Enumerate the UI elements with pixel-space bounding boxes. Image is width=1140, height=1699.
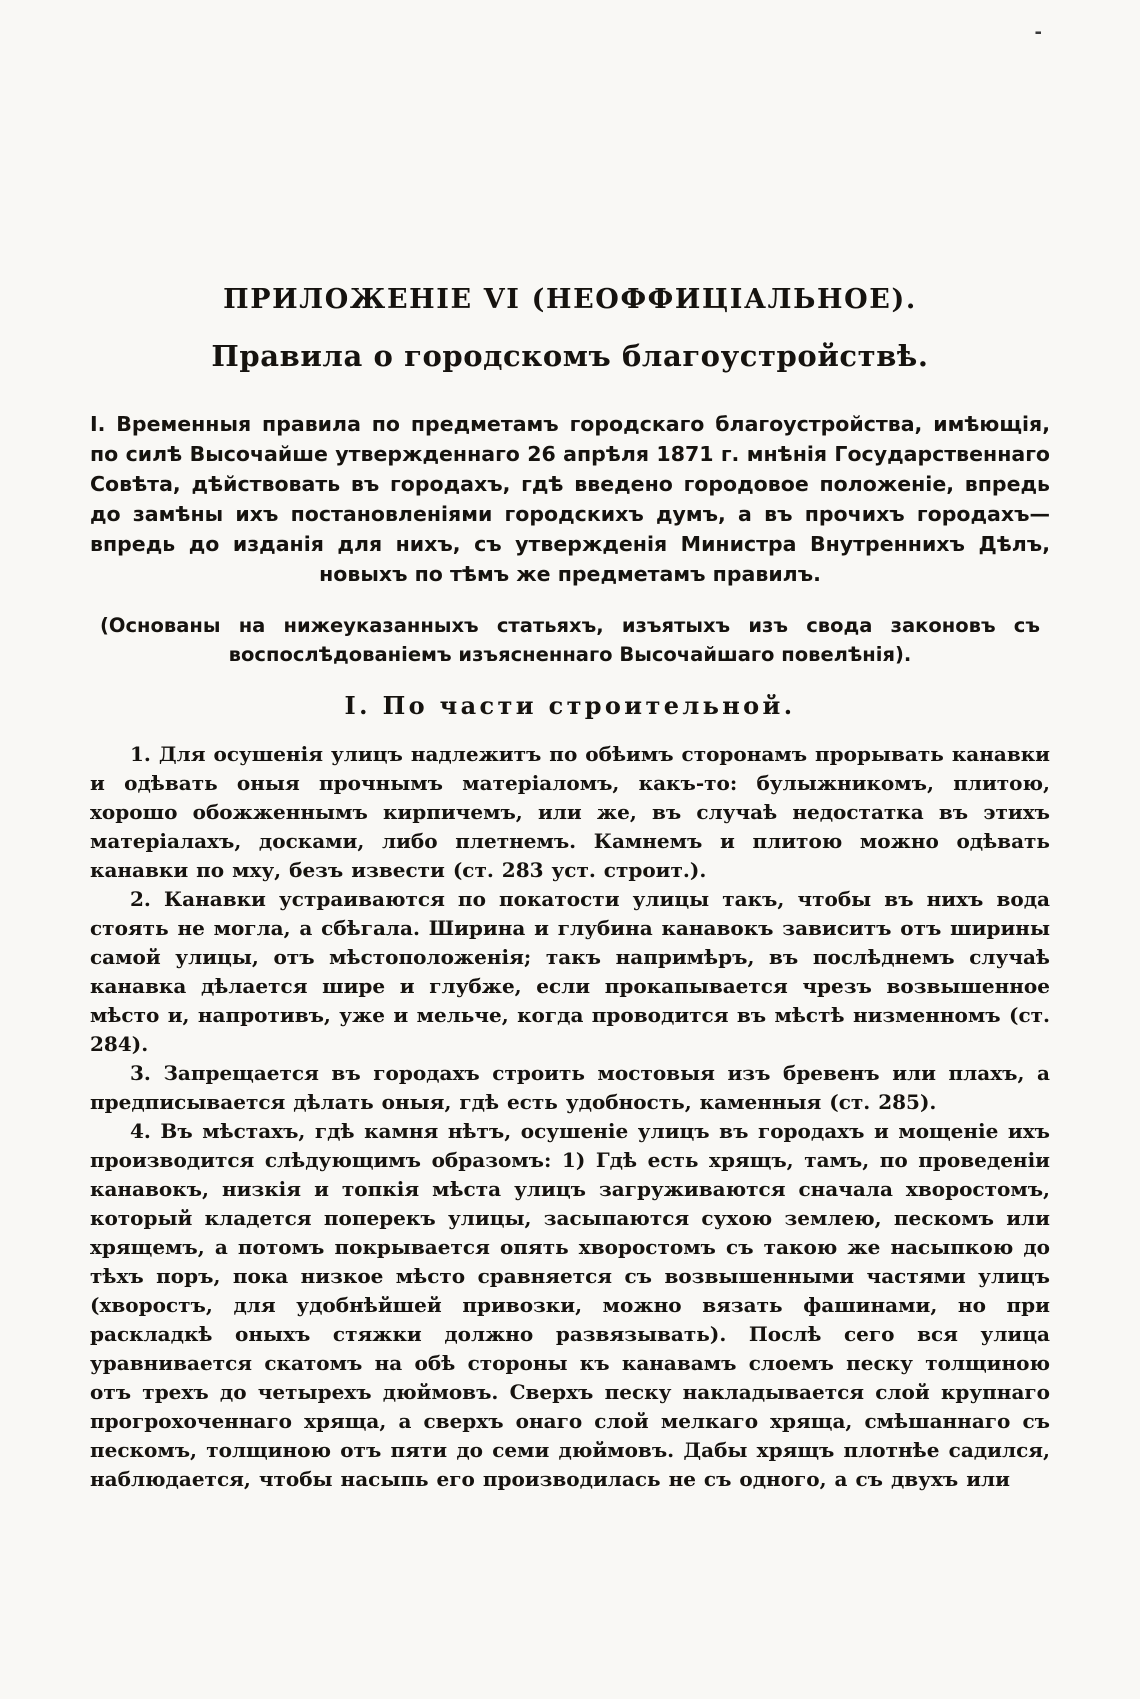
page-content: [90, 284, 1050, 1494]
page-corner-mark: -: [1034, 22, 1042, 43]
rules-title: Правила о городскомъ благоустройствѣ.: [211, 339, 929, 373]
section-heading: I. По части строительной.: [344, 691, 796, 720]
paragraph-2: 2. Канавки устраиваются по покатости улицы такъ, чтобы въ нихъ вода стоять не могла, а сбѣгала. Ширина и глубина канавокъ зависитъ отъ ширины самой улицы, отъ мѣстоположенія; такъ напримѣръ, въ послѣднемъ случаѣ канавка дѣлается шире и глубже, если прокапывается чрезъ возвышенное мѣсто и, напротивъ, уже и мельче, когда проводится въ мѣстѣ низменномъ (ст. 284).: [90, 887, 1050, 1056]
appendix-title: ПРИЛОЖЕНІЕ VI (НЕОФФИЦІАЛЬНОЕ).: [223, 284, 917, 315]
basis-note: (Основаны на нижеуказанныхъ статьяхъ, изъятыхъ изъ свода законовъ съ воспослѣдованіемъ изъясненнаго Высочайшаго повелѣнія).: [100, 614, 1040, 666]
paragraph-4: 4. Въ мѣстахъ, гдѣ камня нѣтъ, осушеніе улицъ въ городахъ и мощеніе ихъ производится слѣдующимъ образомъ: 1) Гдѣ есть хрящъ, тамъ, по проведеніи канавокъ, низкія и топкія мѣста улицъ загруживаются сначала хворостомъ, который кладется поперекъ улицы, засыпаются сухою землею, пескомъ или хрящемъ, а потомъ покрывается опять хворостомъ съ такою же насыпкою до тѣхъ поръ, пока низкое мѣсто сравняется съ возвышенными частями улицъ (хворостъ, для удобнѣйшей привозки, можно вязать фашинами, но при раскладкѣ оныхъ стяжки должно развязывать). Послѣ сего вся улица уравнивается скатомъ на обѣ стороны къ канавамъ слоемъ песку толщиною отъ трехъ до четырехъ дюймовъ. Сверхъ песку накладывается слой крупнаго прогрохоченнаго хряща, а сверхъ онаго слой мелкаго хряща, смѣшаннаго съ пескомъ, толщиною отъ пяти до семи дюймовъ. Дабы хрящъ плотнѣе садился, наблюдается, чтобы насыпь его производилась не съ одного, а съ двухъ или: [90, 1119, 1050, 1491]
paragraph-1: 1. Для осушенія улицъ надлежитъ по обѣимъ сторонамъ прорывать канавки и одѣвать оныя прочнымъ матеріаломъ, какъ-то: булыжникомъ, плитою, хорошо обожженнымъ кирпичемъ, или же, въ случаѣ недостатка въ этихъ матеріалахъ, досками, либо плетнемъ. Камнемъ и плитою можно одѣвать канавки по мху, безъ извести (ст. 283 уст. строит.).: [90, 742, 1050, 882]
preamble-lead: I. Временныя правила по предметамъ городскаго благоустройства, имѣющія, по силѣ Высочайше утвержденнаго 26 апрѣля 1871 г. мнѣнія Государственнаго Совѣта, дѣйствовать въ городахъ, гдѣ введено городовое положеніе, впредь до замѣны ихъ постановленіями городскихъ думъ, а въ прочихъ городахъ—впредь до изданія для нихъ, съ утвержденія Министра Внутреннихъ Дѣлъ, новыхъ по тѣмъ же предметамъ правилъ.: [90, 412, 1050, 586]
body-text: [90, 740, 1050, 1494]
paragraph-3: 3. Запрещается въ городахъ строить мостовыя изъ бревенъ или плахъ, а предписывается дѣлать оныя, гдѣ есть удобность, каменныя (ст. 285).: [90, 1061, 1050, 1114]
